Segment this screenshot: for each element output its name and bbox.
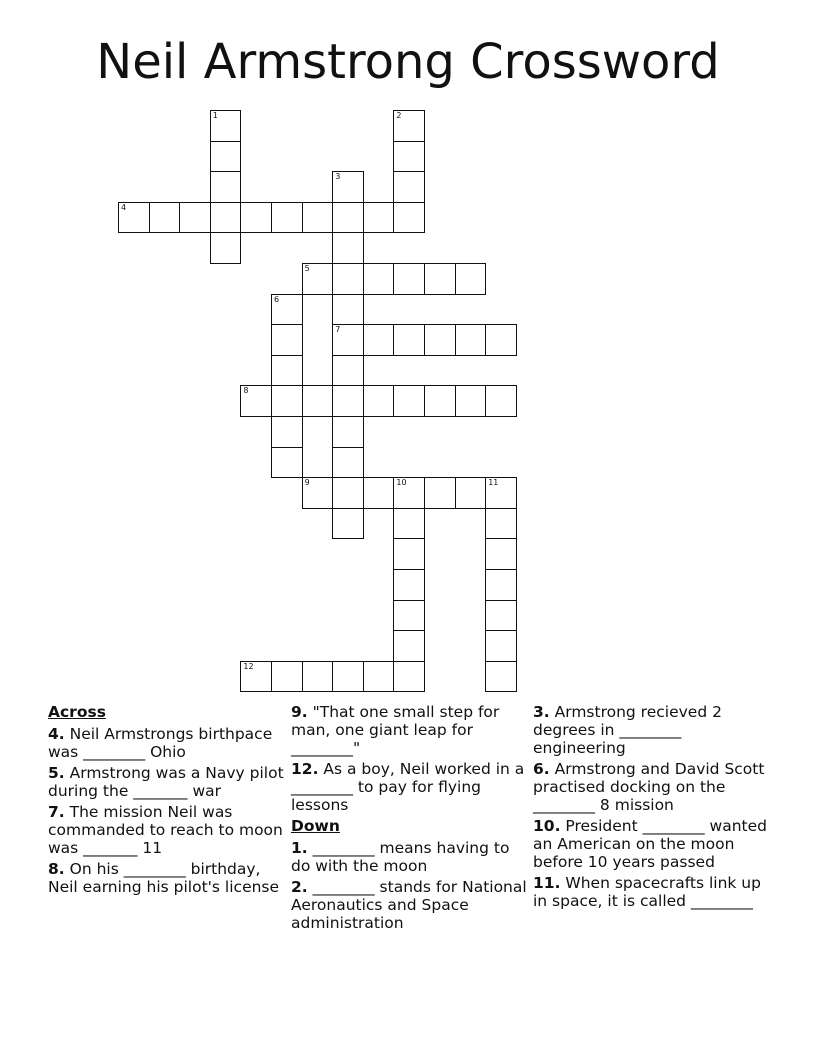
crossword-cell[interactable]	[210, 171, 242, 203]
crossword-cell[interactable]	[271, 355, 303, 387]
clue-item-number: 6.	[533, 760, 550, 778]
clue-number: 8	[243, 386, 249, 396]
clue-item-number: 9.	[291, 703, 308, 721]
clue-item	[48, 725, 284, 761]
crossword-cell[interactable]	[332, 263, 364, 295]
clue-item-number: 11.	[533, 874, 561, 892]
clue-number: 2	[396, 111, 402, 120]
clue-number: 4	[121, 202, 127, 212]
crossword-cell[interactable]	[393, 324, 425, 356]
crossword-cell[interactable]	[332, 324, 364, 356]
crossword-cell[interactable]	[424, 385, 456, 417]
crossword-cell[interactable]	[455, 263, 487, 295]
crossword-cell[interactable]	[393, 477, 425, 509]
clue-item-number: 8.	[48, 860, 65, 878]
crossword-cell[interactable]	[455, 385, 487, 417]
crossword-cell[interactable]	[271, 416, 303, 448]
clue-item-text: Armstrong and David Scott practised docking on the ________ 8 mission	[533, 760, 765, 814]
crossword-cell[interactable]	[149, 202, 181, 234]
crossword-cell[interactable]	[485, 508, 517, 540]
clue-number: 11	[488, 478, 499, 488]
clue-item	[533, 760, 769, 814]
crossword-cell[interactable]	[332, 661, 364, 693]
clue-item	[48, 764, 284, 800]
crossword-cell[interactable]	[271, 661, 303, 693]
crossword-cell[interactable]	[332, 477, 364, 509]
clue-item-number: 7.	[48, 803, 65, 821]
crossword-cell[interactable]	[485, 477, 517, 509]
clue-item	[291, 878, 527, 932]
crossword-cell[interactable]	[332, 385, 364, 417]
crossword-cell[interactable]	[210, 110, 242, 142]
crossword-cell[interactable]	[332, 294, 364, 326]
clue-item-text: Armstrong was a Navy pilot during the _______ war	[48, 764, 284, 800]
clue-item	[533, 817, 769, 871]
crossword-cell[interactable]	[240, 661, 272, 693]
crossword-cell[interactable]	[210, 232, 242, 264]
crossword-cell[interactable]	[332, 508, 364, 540]
clue-item	[291, 760, 527, 814]
crossword-cell[interactable]	[393, 538, 425, 570]
crossword-cell[interactable]	[485, 569, 517, 601]
crossword-cell[interactable]	[393, 202, 425, 234]
clue-item	[291, 703, 527, 757]
clue-item-number: 4.	[48, 725, 65, 743]
down-header: Down	[291, 817, 340, 835]
clue-item	[48, 860, 284, 896]
clue-item-number: 3.	[533, 703, 550, 721]
clue-item-text: As a boy, Neil worked in a ________ to pay for flying lessons	[291, 760, 525, 814]
clue-item	[48, 803, 284, 857]
crossword-cell[interactable]	[210, 141, 242, 173]
crossword-cell[interactable]	[363, 202, 395, 234]
clue-item	[291, 839, 527, 875]
crossword-cell[interactable]	[393, 263, 425, 295]
crossword-cell[interactable]	[485, 538, 517, 570]
clue-item-number: 10.	[533, 817, 561, 835]
crossword-cell[interactable]	[271, 447, 303, 479]
crossword-cell[interactable]	[332, 355, 364, 387]
crossword-cell[interactable]	[485, 630, 517, 662]
clue-number: 1	[212, 111, 218, 120]
crossword-cell[interactable]	[424, 263, 456, 295]
crossword-cell[interactable]	[393, 171, 425, 203]
clues-column-2	[291, 703, 527, 935]
crossword-cell[interactable]	[302, 385, 334, 417]
crossword-cell[interactable]	[455, 324, 487, 356]
crossword-cell[interactable]	[363, 324, 395, 356]
clue-number: 10	[396, 478, 407, 488]
crossword-cell[interactable]	[393, 600, 425, 632]
clue-item-text: ________ stands for National Aeronautics and Space administration	[291, 878, 527, 932]
crossword-cell[interactable]	[393, 630, 425, 662]
crossword-cell[interactable]	[332, 202, 364, 234]
crossword-cell[interactable]	[240, 202, 272, 234]
crossword-cell[interactable]	[271, 294, 303, 326]
crossword-cell[interactable]	[393, 569, 425, 601]
crossword-cell[interactable]	[271, 385, 303, 417]
crossword-cell[interactable]	[179, 202, 211, 234]
crossword-cell[interactable]	[271, 202, 303, 234]
clue-number: 5	[304, 264, 310, 273]
clue-number: 3	[335, 172, 341, 182]
crossword-cell[interactable]	[332, 232, 364, 264]
clues-column-1	[48, 703, 284, 899]
crossword-cell[interactable]	[485, 600, 517, 632]
clue-number: 7	[335, 325, 341, 335]
page-title: Neil Armstrong Crossword	[96, 34, 720, 90]
clue-item-number: 12.	[291, 760, 319, 778]
clue-item-text: Armstrong recieved 2 degrees in ________ engineering	[533, 703, 722, 757]
across-header: Across	[48, 703, 106, 721]
crossword-cell[interactable]	[210, 202, 242, 234]
crossword-cell[interactable]	[393, 661, 425, 693]
crossword-cell[interactable]	[363, 477, 395, 509]
crossword-cell[interactable]	[363, 661, 395, 693]
crossword-cell[interactable]	[302, 477, 334, 509]
clue-item-text: ________ means having to do with the moon	[291, 839, 510, 875]
crossword-cell[interactable]	[240, 385, 272, 417]
crossword-cell[interactable]	[485, 661, 517, 693]
clues-column-3	[533, 703, 769, 913]
clue-number: 6	[274, 294, 280, 304]
crossword-cell[interactable]	[271, 324, 303, 356]
crossword-cell[interactable]	[302, 202, 334, 234]
crossword-cell[interactable]	[393, 508, 425, 540]
clue-item-number: 2.	[291, 878, 308, 896]
clue-item-text: The mission Neil was commanded to reach to moon was _______ 11	[48, 803, 283, 857]
crossword-cell[interactable]	[332, 447, 364, 479]
crossword-cell[interactable]	[332, 171, 364, 203]
crossword-cell[interactable]	[424, 324, 456, 356]
crossword-cell[interactable]	[302, 661, 334, 693]
crossword-cell[interactable]	[424, 477, 456, 509]
clue-item-text: When spacecrafts link up in space, it is called ________	[533, 874, 761, 910]
clue-item-text: "That one small step for man, one giant leap for ________"	[291, 703, 500, 757]
clue-item-text: Neil Armstrongs birthpace was ________ Ohio	[48, 725, 273, 761]
clue-item-text: President ________ wanted an American on the moon before 10 years passed	[533, 817, 768, 871]
clue-item	[533, 874, 769, 910]
crossword-cell[interactable]	[302, 263, 334, 295]
crossword-cell[interactable]	[393, 110, 425, 142]
clue-number: 12	[243, 661, 254, 671]
crossword-cell[interactable]	[118, 202, 150, 234]
crossword-cell[interactable]	[393, 141, 425, 173]
crossword-cell[interactable]	[393, 385, 425, 417]
crossword-cell[interactable]	[332, 416, 364, 448]
crossword-cell[interactable]	[363, 385, 395, 417]
crossword-cell[interactable]	[363, 263, 395, 295]
clue-item-number: 5.	[48, 764, 65, 782]
clue-item-number: 1.	[291, 839, 308, 857]
crossword-cell[interactable]	[485, 324, 517, 356]
clue-item	[533, 703, 769, 757]
crossword-cell[interactable]	[455, 477, 487, 509]
clue-number: 9	[304, 478, 310, 488]
crossword-cell[interactable]	[485, 385, 517, 417]
clue-item-text: On his ________ birthday, Neil earning his pilot's license	[48, 860, 280, 896]
